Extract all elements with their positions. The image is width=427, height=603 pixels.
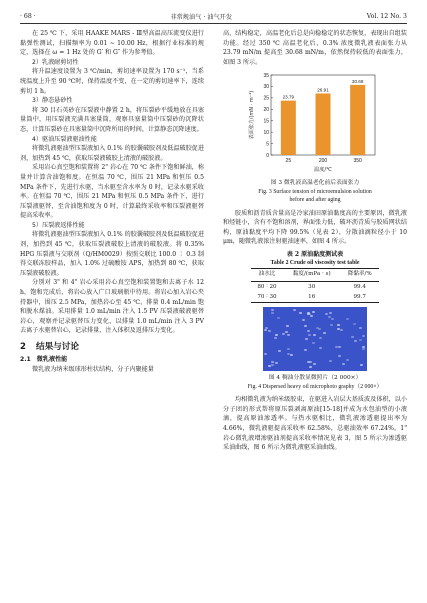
oil-droplet — [305, 338, 308, 340]
page-number: · 68 · — [20, 12, 36, 20]
journal-name: 非常规油气 · 油气开发 — [170, 13, 233, 21]
table-header-cell: 黏度/(mPa · s) — [283, 268, 341, 281]
paragraph-sand: 将 30 目石英砂在压裂液中静置 2 h，将压裂砂平缓地放在具塞量筒中，用压裂液充满具塞量筒，观察具塞量筒中压裂砂的沉降状态，计算压裂砂在具塞量筒中沉降所用的时间，计算静态沉降速度。 — [20, 106, 204, 133]
oil-droplet — [307, 312, 310, 314]
oil-micrograph — [263, 307, 367, 371]
x-tick-label: 350 — [353, 158, 362, 165]
table-row — [251, 292, 379, 303]
oil-droplet — [277, 317, 280, 319]
oil-droplet — [264, 353, 267, 355]
oil-droplet — [337, 328, 340, 330]
oil-droplet — [362, 335, 365, 337]
oil-droplet — [313, 334, 316, 336]
table-cell: 30 — [308, 283, 316, 290]
oil-droplet — [310, 315, 313, 317]
oil-droplet — [299, 312, 302, 314]
paragraph-flowback-test: 分别对 3" 和 4" 岩心采用岩心真空饱和装置饱和去离子水 12 h，饱和完成后，将岩心放入广口玻璃瓶中待用。将岩心加入岩心夹持器中，围压 2.5 MPa，加热岩心至 45 ℃，排量 0.4 mL/min 饱和脱水煤油。采用排量 1.0 mL/min 注入 1.5 PV 压裂液破液驱替岩心，观察并记录驱替压力变化，以排量 1.0 mL/min 注入 3 PV 去离子水驱替岩心，记录排量，注入体积及返排压力变化。 — [20, 279, 204, 335]
surface-tension-chart — [245, 69, 385, 179]
oil-droplet — [313, 363, 316, 365]
oil-droplet — [309, 366, 312, 368]
oil-droplet — [362, 348, 365, 350]
oil-droplet — [286, 325, 289, 327]
oil-droplet — [329, 312, 332, 314]
y-tick-label: 5 — [266, 141, 269, 148]
oil-droplet — [323, 332, 326, 334]
oil-droplet — [346, 318, 349, 320]
oil-droplet — [312, 311, 315, 313]
y-tick-label: 25 — [263, 96, 269, 103]
table-cell: 80 ∶ 20 — [257, 283, 277, 290]
oil-droplet — [287, 334, 290, 336]
page-header — [20, 10, 407, 22]
subsection-title: 微乳液性能 — [36, 356, 68, 363]
paragraph-recovery: 均相微乳液为纳米级胶束，在驱进入岩层大基质波及体积，以小分子团的形式帮将原压裂剥离原油[15-18]并成为水包油型的小液滴，提高原油渗透率。与热水驱相比，微乳液渗透驱提出率为 4.66%，微乳液驱提高采收率 62.58%，总驱油效率 67.24%。1" 岩心微乳液增渗驱油剂提高采收率情况见表 3，图 5 所示为渗透驱采油曲线，图 6 所示为微乳液驱采油曲线。 — [223, 396, 407, 452]
x-axis-label: 温度/℃ — [314, 167, 332, 174]
oil-droplet — [271, 312, 274, 314]
oil-droplet — [340, 329, 343, 331]
y-tick-label: 10 — [263, 130, 269, 137]
oil-droplet — [308, 334, 311, 336]
oil-droplet — [351, 336, 354, 338]
section-number: 2 — [20, 342, 26, 352]
left-column — [20, 29, 204, 375]
subheading-flowback: 5）压裂液返排性能 — [32, 221, 85, 229]
oil-droplet — [319, 347, 322, 349]
table-header-row — [251, 268, 379, 281]
oil-droplet — [287, 348, 290, 350]
oil-droplet — [335, 346, 338, 348]
y-tick-label: 35 — [263, 73, 269, 80]
paragraph-viscosity: 胶质和沥青质含量高是冷家油田原油黏度高的主要原因，微乳液和烃链小，含有不饱和溶剂，界面张力低，破坏沥青质与胶质网状结构，原油黏度平均下降 99.5%（见表 2），分散油滴粒径小于 10 μm，随微乳液浓注射驱油速率，如图 4 所示。 — [223, 209, 407, 246]
y-tick-label: 30 — [263, 84, 269, 91]
figure-3-caption: 图 3 微乳液高温老化前后表面张力 — [270, 180, 360, 187]
oil-droplet — [346, 359, 349, 361]
oil-droplet — [338, 355, 341, 357]
figure-3-caption-en-line1: Fig. 3 Surface tension of microemulsion solution — [258, 188, 372, 195]
data-label: 30.68 — [351, 79, 364, 85]
paragraph-core-test: 采用岩心真空饱和装置将 2" 岩心在 70 ℃ 条件下饱和鲜油，称量并计算含油饱和度。在恒温 70 ℃，围压 21 MPa 和恒压 0.5 MPa 条件下，先进行水驱，当水驱至含水率为 0 时，记录水驱采收率。在恒温 70 ℃，围压 21 MPa 和恒压 0.5 MPa 条件下，进行压裂液驱替，至含油饱和度为 0 时，计算最终采收率和压裂液驱替提高采收率。 — [20, 164, 204, 220]
oil-droplet — [354, 340, 357, 342]
subheading-sand: 3）静态悬砂性 — [32, 97, 73, 105]
oil-droplet — [293, 309, 296, 311]
y-tick-label: 0 — [266, 153, 269, 160]
oil-droplet — [304, 325, 307, 327]
figure-3-caption-en-line2: before and after aging — [289, 197, 341, 204]
table-header-cell: 降黏率/% — [340, 268, 379, 281]
header-rule — [20, 23, 407, 24]
subsection-heading — [20, 354, 204, 365]
table-row — [251, 281, 379, 292]
oil-droplet — [319, 337, 322, 339]
data-label: 23.79 — [282, 94, 295, 100]
oil-droplet — [342, 363, 345, 365]
oil-droplet — [264, 329, 267, 331]
x-tick-label: 25 — [285, 158, 292, 165]
oil-droplet — [316, 327, 319, 329]
oil-droplet — [285, 331, 288, 333]
oil-droplet — [360, 364, 363, 366]
oil-droplet — [290, 354, 293, 356]
oil-droplet — [275, 362, 278, 364]
figure-4-caption: 图 4 稠油分散显微照片（2 000×） — [268, 375, 362, 382]
table-cell: 99.7 — [340, 292, 379, 303]
section-title: 结果与讨论 — [35, 342, 79, 352]
data-label: 26.91 — [317, 87, 329, 93]
table-cell: 99.4 — [353, 283, 366, 290]
table-2-title: 表 2 原油黏度测试表 — [286, 250, 344, 258]
oil-droplet — [271, 361, 274, 363]
table-header-cell: 油水比 — [251, 268, 283, 281]
oil-droplet — [330, 324, 333, 326]
oil-droplet — [325, 313, 328, 315]
oil-droplet — [282, 333, 285, 335]
subsection-number: 2.1 — [20, 356, 31, 363]
oil-droplet — [274, 337, 277, 339]
figure-4-caption-en: Fig. 4 Dispersed heavy oil microphoto graphy（2 000×） — [247, 383, 383, 390]
oil-droplet — [338, 346, 341, 348]
oil-droplet — [271, 309, 274, 311]
y-axis-label: 表面张力/(mN · m⁻¹) — [249, 91, 255, 140]
bar — [350, 85, 365, 155]
paragraph-shear: 将升温速度设置为 3 ℃/min，剪切速率设置为 170 s⁻¹，当系统温度上升至 90 ℃时，保持温度不变，在一定的剪切速率下，连续剪切 1 h。 — [20, 68, 204, 95]
oil-droplet — [329, 360, 332, 362]
oil-droplet — [359, 339, 362, 341]
bar — [316, 94, 331, 156]
viscosity-table — [251, 268, 379, 303]
figure-3 — [223, 69, 407, 179]
oil-droplet — [307, 361, 310, 363]
oil-droplet — [353, 323, 356, 325]
y-tick-label: 15 — [263, 118, 269, 125]
oil-droplet — [312, 342, 315, 344]
oil-droplet — [307, 330, 310, 332]
x-tick-label: 200 — [318, 158, 328, 165]
oil-droplet — [271, 364, 274, 366]
subheading-shear: 2）乳液耐剪切性 — [32, 58, 79, 66]
volume-issue: Vol. 12 No. 3 — [366, 12, 407, 20]
oil-droplet — [359, 327, 362, 329]
oil-droplet — [337, 324, 340, 326]
y-tick-label: 20 — [263, 107, 269, 114]
table-cell: 16 — [283, 292, 341, 303]
table-cell: 70 ∶ 30 — [251, 292, 283, 303]
paragraph-flowback-prep: 将微乳液驱油型压裂液加入 0.1% 的胶囊破胶剂及低温破胶促进剂，加热到 45 ℃，获取压裂液破胶上清液的破胶液。将 0.35% HPG 压裂液与交联剂（Q/HM0029）按照交联比 100.0 ∶ 0.3 制得交联冻胶样品，加入 1.0% 过硫酸铵 APS，加热到 80 ℃，获取压裂液破胶液。 — [20, 231, 204, 277]
oil-droplet — [278, 350, 281, 352]
table-2-title-en: Table 2 Crude oil viscosity test table — [270, 259, 360, 266]
paragraph-microemulsion: 微乳液为纳米级球形柱状结构，分子内聚能量 — [32, 366, 154, 373]
oil-droplet — [331, 318, 334, 320]
oil-droplet — [302, 319, 305, 321]
subheading-oil-displacement: 4）驱油压裂液驱油性能 — [32, 135, 97, 143]
bar — [281, 101, 296, 155]
right-column — [223, 29, 407, 453]
paragraph-viscoelastic: 在 25 ℃ 下，采用 HAAKE MARS - Ⅲ型高温高压流变仪进行黏弹性测试，扫描频率为 0.01 ~ 10.00 Hz，根据行业标准的规定，选择在 ω = 1 Hz 处的 G′ 和 G″ 作为参考值。 — [20, 30, 204, 57]
paragraph-breaker: 将微乳液驱油型压裂液加入 0.1% 的胶囊破胶剂及低温破胶促进剂，加热到 45 ℃，获取压裂液破胶上清液的破胶液。 — [20, 145, 204, 162]
oil-droplet — [304, 349, 307, 351]
paragraph-aging: 高，结构稳定，高温老化后总是向稳稳定的状态恢复，表现出自组装功能。经过 350 ℃ 高温老化后，0.3% 浓度微乳液表面张力从 23.79 mN/m 提高至 30.68 mN/m，依然保持较低的表面张力，如图 3 所示。 — [223, 30, 407, 66]
section-heading — [20, 340, 204, 354]
oil-droplet — [268, 330, 271, 332]
